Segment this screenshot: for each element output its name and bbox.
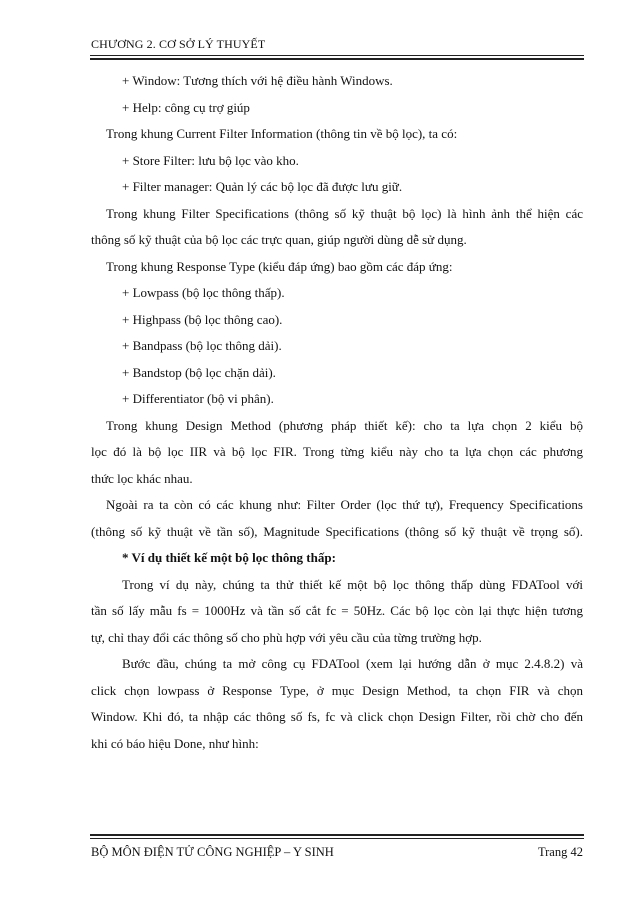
header-rule-thin [90,55,584,56]
paragraph-step-line-1: Bước đầu, chúng ta mở công cụ FDATool (xem lại hướng dẫn ở mục 2.4.8.2) và [122,656,583,671]
bullet-help: + Help: công cụ trợ giúp [122,99,250,115]
paragraph-example-line-3: tự, chỉ thay đổi các thông số cho phù hợp với yêu cầu của từng trường hợp. [91,629,482,645]
paragraph-current-filter: Trong khung Current Filter Information (thông tin về bộ lọc), ta có: [106,126,458,141]
paragraph-other-frames-line-1: Ngoài ra ta còn có các khung như: Filter Order (lọc thứ tự), Frequency Specifications [106,497,583,512]
paragraph-step-line-2: click chọn lowpass ở Response Type, ở mục Design Method, ta chọn FIR và chọn [91,682,583,698]
bullet-store-filter: + Store Filter: lưu bộ lọc vào kho. [122,152,299,168]
paragraph-design-method-line-2: lọc đó là bộ lọc IIR và bộ lọc FIR. Trong từng kiểu này cho ta lựa chọn các phương [91,444,583,459]
footer-department: BỘ MÔN ĐIỆN TỬ CÔNG NGHIỆP – Y SINH [91,845,334,859]
paragraph-filter-spec-line-1: Trong khung Filter Specifications (thông số kỹ thuật bộ lọc) là hình ảnh thể hiện các [106,205,583,221]
bullet-lowpass: + Lowpass (bộ lọc thông thấp). [122,285,285,300]
paragraph-other-frames-line-2: (thông số kỹ thuật về tần số), Magnitude Specifications (thông số kỹ thuật về trọng số). [91,523,583,539]
paragraph-response-type: Trong khung Response Type (kiểu đáp ứng) bao gồm các đáp ứng: [106,258,453,274]
paragraph-filter-spec-line-2: thông số kỹ thuật của bộ lọc các trực quan, giúp người dùng dễ sử dụng. [91,232,467,247]
bullet-window: + Window: Tương thích với hệ điều hành Windows. [122,73,393,88]
paragraph-example-line-1: Trong ví dụ này, chúng ta thử thiết kế một bộ lọc thông thấp dùng FDATool với [122,576,583,592]
bullet-bandstop: + Bandstop (bộ lọc chặn dải). [122,364,276,380]
bullet-highpass: + Highpass (bộ lọc thông cao). [122,311,283,327]
body-text [91,68,583,757]
paragraph-example-line-2: tần số lấy mẫu fs = 1000Hz và tần số cắt fc = 50Hz. Các bộ lọc còn lại thực hiện tương [91,603,583,618]
paragraph-step-line-3: Window. Khi đó, ta nhập các thông số fs, fc và click chọn Design Filter, rồi chờ cho đến [91,709,583,724]
example-heading: * Ví dụ thiết kế một bộ lọc thông thấp: [122,550,336,565]
paragraph-step-line-4: khi có báo hiệu Done, như hình: [91,735,259,751]
bullet-filter-manager: + Filter manager: Quản lý các bộ lọc đã được lưu giữ. [122,179,403,194]
page-number: Trang 42 [537,845,583,859]
footer-rule-thin [90,838,584,839]
chapter-header: CHƯƠNG 2. CƠ SỞ LÝ THUYẾT [91,37,266,51]
paragraph-design-method-line-3: thức lọc khác nhau. [91,470,193,486]
bullet-differentiator: + Differentiator (bộ vi phân). [122,391,274,406]
bullet-bandpass: + Bandpass (bộ lọc thông dải). [122,338,282,353]
paragraph-design-method-line-1: Trong khung Design Method (phương pháp thiết kế): cho ta lựa chọn 2 kiểu bộ [106,417,583,433]
header-rule-thick [90,58,584,60]
footer-rule-thick [90,834,584,836]
